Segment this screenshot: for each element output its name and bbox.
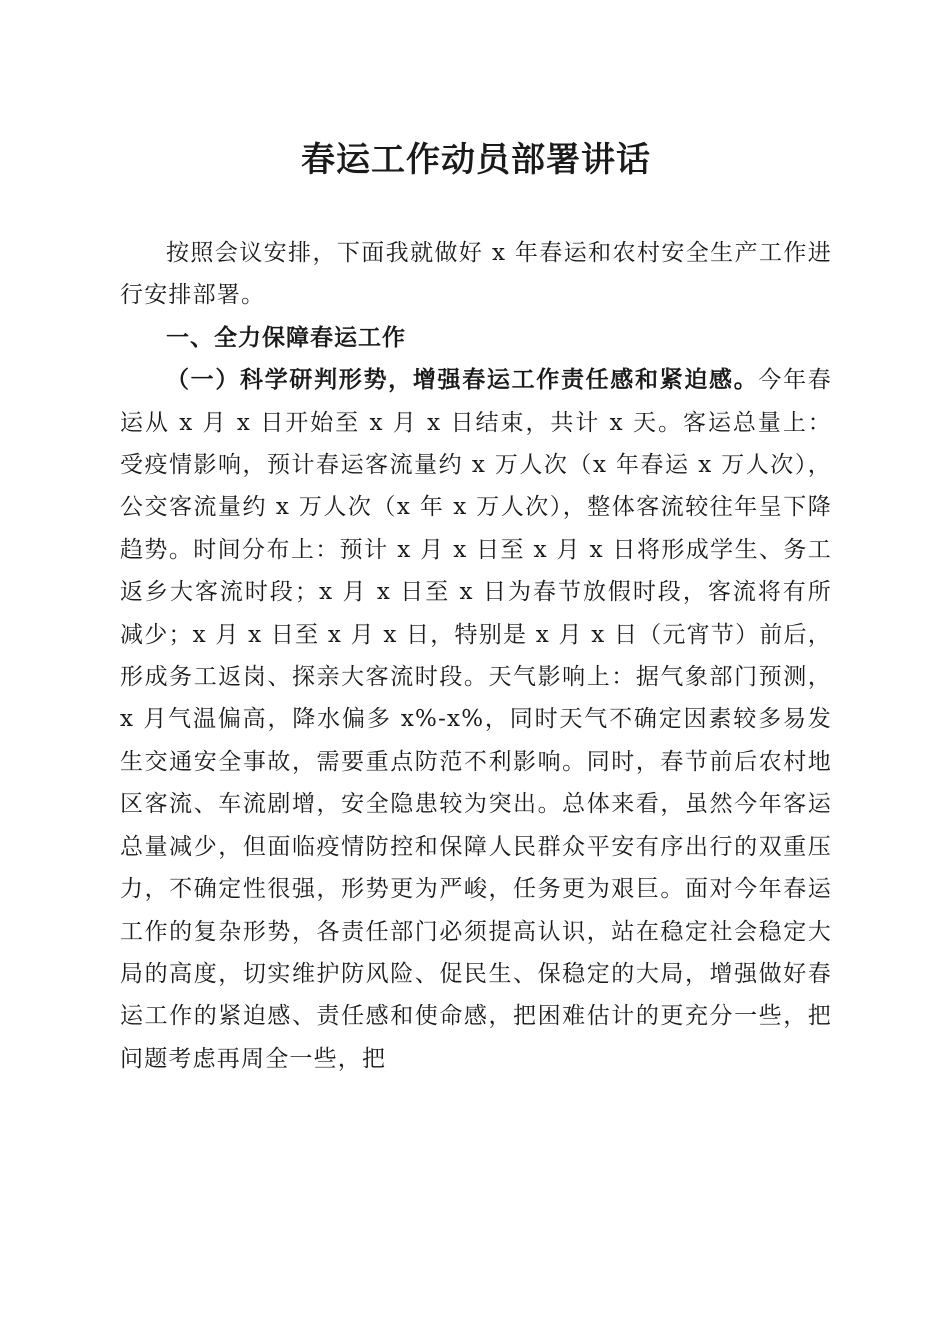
section-heading-1: 一、全力保障春运工作: [166, 324, 406, 351]
document-body: [120, 232, 832, 1080]
subsection-paragraph-1: [120, 359, 832, 1080]
intro-paragraph: 按照会议安排，下面我就做好 x 年春运和农村安全生产工作进行安排部署。: [120, 240, 832, 309]
subsection-lead: （一）科学研判形势，增强春运工作责任感和紧迫感。: [166, 366, 759, 394]
document-title: 春运工作动员部署讲话: [301, 140, 651, 180]
subsection-body: 今年春运从 x 月 x 日开始至 x 月 x 日结束，共计 x 天。客运总量上：受疫情影响，预计春运客流量约 x 万人次（x 年春运 x 万人次），公交客流量约 x 万人次（x 年 x 万人次），整体客流较往年呈下降趋势。时间分布上：预计 x 月 x 日至 x 月 x 日将形成学生、务工返乡大客流时段；x 月 x 日至 x 日为春节放假时段，客流将有所减少；x 月 x 日至 x 月 x 日，特别是 x 月 x 日（元宵节）前后，形成务工返岗、探亲大客流时段。天气影响上：据气象部门预测，x 月气温偏高，降水偏多 x%-x%，同时天气不确定因素较多易发生交通安全事故，需要重点防范不利影响。同时，春节前后农村地区客流、车流剧增，安全隐患较为突出。总体来看，虽然今年客运总量减少，但面临疫情防控和保障人民群众平安有序出行的双重压力，不确定性很强，形势更为严峻，任务更为艰巨。面对今年春运工作的复杂形势，各责任部门必须提高认识，站在稳定社会稳定大局的高度，切实维护防风险、促民生、保稳定的大局，增强做好春运工作的紧迫感、责任感和使命感，把困难估计的更充分一些，把问题考虑再周全一些，把: [120, 367, 832, 1072]
